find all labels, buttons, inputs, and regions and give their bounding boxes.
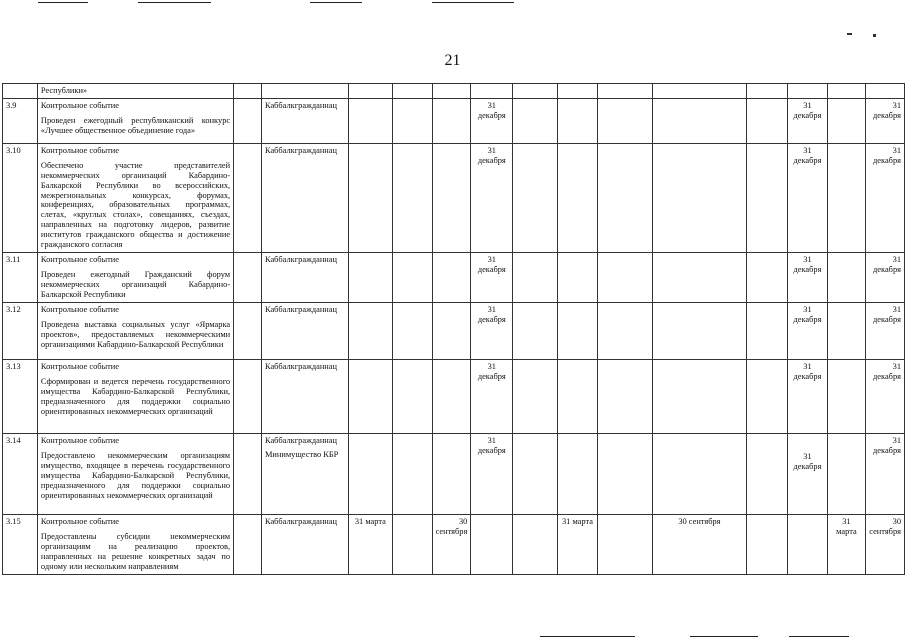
event-description: Предоставлены субсидии некоммерческим организациям на реализацию проектов, направленных на решение конкретных задач по одному или нескольким направлениям [40, 531, 231, 571]
row-number: 3.13 [6, 361, 21, 371]
date-q3b: 30 сентября [678, 516, 721, 526]
date-q4: 31 декабря [477, 435, 506, 455]
date-q4b: 31 декабря [793, 254, 822, 274]
date-q4: 31 декабря [477, 100, 506, 120]
date-q4: 31 декабря [477, 254, 506, 274]
date-q3: 30 сентября [435, 516, 468, 536]
table-row [3, 84, 905, 99]
row-number: 3.11 [6, 254, 21, 264]
page-number: 21 [444, 52, 461, 69]
event-label: Контрольное событие [40, 254, 120, 264]
date-q4c: 31 декабря [873, 304, 901, 324]
event-description: Проведена выставка социальных услуг «Ярмарка проектов», предоставляемых некоммерческими организациями Кабардино-Балкарской Республики [40, 319, 231, 349]
table-row [3, 98, 905, 143]
executor: Каббалкгражданнац [264, 145, 337, 155]
table-row [3, 143, 905, 252]
date-q4c: 31 декабря [873, 100, 901, 120]
date-q1: 31 марта [354, 516, 386, 526]
date-q3c: 30 сентября [869, 516, 901, 536]
table-row [3, 359, 905, 433]
event-description: Проведен ежегодный Гражданский форум некоммерческих организаций Кабардино-Балкарской Республики [40, 269, 231, 299]
date-q4c: 31 декабря [873, 254, 901, 274]
event-description: Проведен ежегодный республиканский конкурс «Лучшее общественное объединение года» [40, 115, 231, 135]
date-q4b: 31 декабря [793, 100, 822, 120]
date-q2b: 31 марта [561, 516, 593, 526]
plan-table [2, 83, 905, 575]
table-row [3, 252, 905, 302]
event-label: Контрольное событие [40, 100, 120, 110]
date-q4b: 31 декабря [793, 145, 822, 165]
table-row [3, 433, 905, 514]
event-label: Контрольное событие [40, 145, 120, 155]
executor: Каббалкгражданнац [264, 100, 337, 110]
date-q4: 31 декабря [477, 361, 506, 381]
table-row [3, 302, 905, 359]
row-number: 3.15 [6, 516, 21, 526]
carry-over-text: Республики» [37, 84, 233, 99]
executor: Каббалкгражданнац [264, 304, 337, 314]
executor: Каббалкгражданнац [264, 435, 337, 445]
date-q4c: 31 декабря [873, 435, 901, 455]
event-description: Предоставлено некоммерческим организациям имущество, входящее в перечень государственного имущества Кабардино-Балкарской Республики, предназначенного для поддержки социально ориентированных некоммерческих организаций [40, 450, 231, 500]
date-q4c: 31 декабря [873, 361, 901, 381]
date-q4c: 31 декабря [873, 145, 901, 165]
event-description: Сформирован и ведется перечень государственного имущества Кабардино-Балкарской Республики, предназначенного для поддержки социально ориентированных некоммерческих организаций [40, 376, 231, 416]
row-number: 3.10 [6, 145, 21, 155]
date-q4: 31 декабря [477, 145, 506, 165]
row-number: 3.9 [6, 100, 17, 110]
executor: Каббалкгражданнац [264, 516, 337, 526]
date-q4: 31 декабря [477, 304, 506, 324]
date-q1c: 31 марта [836, 516, 857, 536]
row-number: 3.14 [6, 435, 21, 445]
event-label: Контрольное событие [40, 361, 120, 371]
table-row [3, 514, 905, 574]
executor: Каббалкгражданнац [264, 361, 337, 371]
event-label: Контрольное событие [40, 435, 120, 445]
date-q4b: 31 декабря [793, 304, 822, 324]
executor: Каббалкгражданнац [264, 254, 337, 264]
row-number: 3.12 [6, 304, 21, 314]
date-q4b: 31 декабря [793, 361, 822, 381]
co-executor: Минимущество КБР [264, 449, 339, 459]
date-q4b: 31 декабря [793, 451, 822, 471]
event-label: Контрольное событие [40, 516, 120, 526]
event-label: Контрольное событие [40, 304, 120, 314]
event-description: Обеспечено участие представителей некоммерческих организаций Кабардино-Балкарской Республики во всероссийских, межрегиональных конкурсах, форумах, конференциях, образовательных программах, слетах, «круглых столах», совещаниях, съездах, направленных на подготовку лидеров, развитие институтов гражданского общества и достижение гражданского согласия [40, 160, 231, 250]
